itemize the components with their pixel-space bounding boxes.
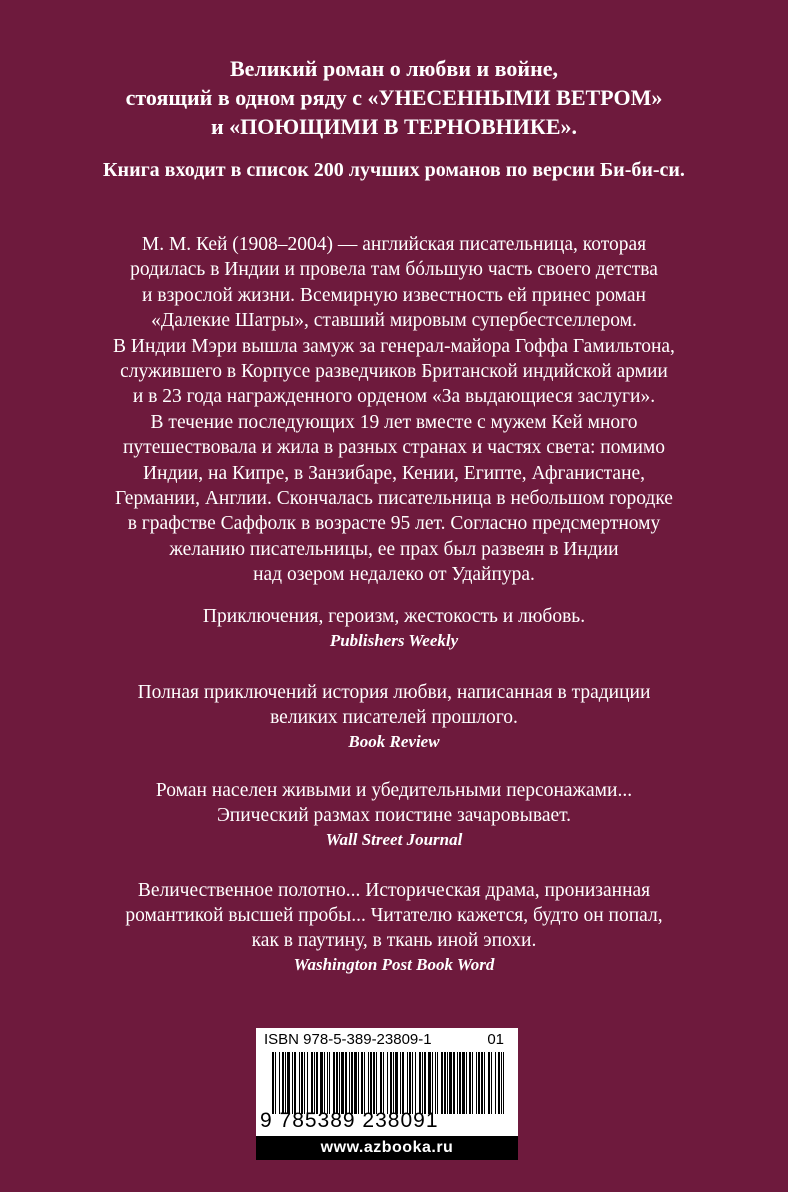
barcode-bar [339, 1052, 340, 1114]
barcode-bar [395, 1052, 398, 1114]
barcode-bar [503, 1052, 504, 1114]
barcode-bar [435, 1052, 436, 1114]
bio-line: служившего в Корпусе разведчиков Британской индийской армии [120, 361, 668, 383]
barcode-bar [409, 1052, 411, 1114]
barcode-bar [481, 1052, 483, 1114]
barcode-bar [412, 1052, 413, 1114]
bio-line: Индии, на Кипре, в Занзибаре, Кении, Египте, Афганистане, [142, 462, 646, 484]
headline-line: Великий роман о любви и войне, [229, 56, 559, 81]
barcode-bar [453, 1052, 455, 1114]
headline-line: и «ПОЮЩИМИ В ТЕРНОВНИКЕ». [210, 114, 578, 139]
bio-line: В течение последующих 19 лет вместе с мужем Кей много [150, 411, 638, 433]
barcode-bar [373, 1052, 375, 1114]
barcode-bar [316, 1052, 318, 1114]
quote-source: Publishers Weekly [329, 631, 459, 650]
barcode-bar [393, 1052, 394, 1114]
barcode-bar [358, 1052, 359, 1114]
headline-line: стоящий в одном ряду с «УНЕСЕННЫМИ ВЕТРОМ» [125, 85, 663, 110]
barcode-bar [275, 1052, 276, 1114]
barcode-bar [457, 1052, 458, 1114]
barcode-bar [383, 1052, 384, 1114]
review-quote [0, 778, 788, 852]
barcode-bar [484, 1052, 485, 1114]
barcode-bar [478, 1052, 480, 1114]
quote-source: Wall Street Journal [325, 830, 463, 849]
bbc-list-note: Книга входит в список 200 лучших романов по версии Би-би-си. [103, 159, 685, 181]
barcode-bar [428, 1052, 431, 1114]
barcode-bar [419, 1052, 421, 1114]
barcode-bar [299, 1052, 300, 1114]
barcode-bar [279, 1052, 280, 1114]
barcode-bar [498, 1052, 500, 1114]
barcode-bars [272, 1052, 504, 1114]
publisher-website: www.azbooka.ru [256, 1136, 518, 1160]
barcode-bar [327, 1052, 328, 1114]
barcode-bar [444, 1052, 446, 1114]
barcode-bar [272, 1052, 274, 1114]
quote-line: Эпический размах поистине зачаровывает. [216, 805, 572, 826]
quote-line: Приключения, героизм, жестокость и любовь. [202, 606, 586, 627]
barcode-bar [441, 1052, 443, 1114]
bio-line: и взрослой жизни. Всемирную известность ей принес роман [142, 284, 646, 306]
barcode-bar [488, 1052, 490, 1114]
barcode-bar [459, 1052, 461, 1114]
barcode-bar [472, 1052, 473, 1114]
barcode-bar [364, 1052, 365, 1114]
barcode-bar [333, 1052, 335, 1114]
barcode-bar [476, 1052, 477, 1114]
barcode-bar [354, 1052, 357, 1114]
review-quote [0, 680, 788, 754]
barcode-bar [469, 1052, 471, 1114]
barcode-bar [495, 1052, 496, 1114]
barcode-bar [380, 1052, 382, 1114]
barcode-bar [311, 1052, 313, 1114]
barcode-digits: 9 785389 238091 [260, 1109, 439, 1132]
bio-line: Германии, Англии. Скончалась писательница в небольшом городке [115, 488, 673, 510]
barcode-bar [329, 1052, 330, 1114]
barcode-bar [294, 1052, 296, 1114]
review-quote [0, 604, 788, 653]
barcode-bar [307, 1052, 308, 1114]
barcode-bar [462, 1052, 465, 1114]
barcode-bar [501, 1052, 502, 1114]
barcode-bar [449, 1052, 452, 1114]
barcode-bar [415, 1052, 416, 1114]
headline [0, 54, 788, 141]
isbn-label: ISBN 978-5-389-23809-1 [264, 1031, 432, 1048]
barcode-bar [324, 1052, 325, 1114]
bio-line: путешествовала и жила в разных странах и частях света: помимо [122, 437, 665, 459]
barcode-bar [376, 1052, 377, 1114]
barcode-bar [466, 1052, 467, 1114]
barcode-bar [301, 1052, 303, 1114]
bio-line: «Далекие Шатры», ставший мировым супербестселлером. [151, 310, 637, 332]
isbn-label-row [264, 1031, 510, 1049]
barcode-bar [390, 1052, 392, 1114]
bio-line: М. М. Кей (1908–2004) — английская писательница, которая [141, 234, 647, 255]
quote-line: романтикой высшей пробы... Читателю кажется, будто он попал, [125, 905, 663, 926]
barcode-bar [437, 1052, 438, 1114]
bio-line: В Индии Мэри вышла замуж за генерал-майора Гоффа Гамильтона, [113, 335, 675, 357]
bio-line: в графстве Саффолк в возрасте 95 лет. Согласно предсмертному [127, 513, 661, 535]
quote-line: как в паутину, в ткань иной эпохи. [251, 930, 537, 951]
barcode-bar [361, 1052, 363, 1114]
barcode-bar [447, 1052, 448, 1114]
barcode-bar [370, 1052, 372, 1114]
barcode-bar [282, 1052, 284, 1114]
quote-line: великих писателей прошлого. [270, 707, 518, 728]
barcode-panel [256, 1028, 518, 1136]
barcode-bar [292, 1052, 293, 1114]
quote-line: Роман населен живыми и убедительными персонажами... [155, 780, 633, 801]
quote-line: Полная приключений история любви, написанная в традиции [137, 682, 651, 703]
bio-line: желанию писательницы, ее прах был развеян в Индии [169, 538, 619, 560]
quote-line: Величественное полотно... Историческая драма, пронизанная [137, 880, 651, 901]
bio-line: и в 23 года награжденного орденом «За выдающиеся заслуги». [132, 386, 656, 408]
isbn-addon: 01 [487, 1031, 504, 1048]
barcode-bar [336, 1052, 338, 1114]
barcode-bar [320, 1052, 323, 1114]
barcode-bar [368, 1052, 369, 1114]
barcode-bar [432, 1052, 433, 1114]
barcode-bar [285, 1052, 286, 1114]
barcode-bar [287, 1052, 290, 1114]
barcode-bar [402, 1052, 404, 1114]
bio-line: родилась в Индии и провела там бóльшую часть своего детства [130, 259, 658, 281]
barcode-bar [304, 1052, 305, 1114]
barcode-bar [407, 1052, 408, 1114]
barcode-bar [351, 1052, 353, 1114]
bio-line: над озером недалеко от Удайпура. [253, 564, 535, 586]
quote-source: Washington Post Book Word [293, 955, 495, 974]
author-bio [0, 232, 788, 588]
quote-source: Book Review [348, 732, 440, 751]
barcode-bar [349, 1052, 350, 1114]
barcode-bar [491, 1052, 492, 1114]
barcode-bar [400, 1052, 401, 1114]
barcode-bar [314, 1052, 315, 1114]
review-quote [0, 878, 788, 977]
barcode-bar [422, 1052, 423, 1114]
barcode-bar [345, 1052, 347, 1114]
barcode-bar [424, 1052, 426, 1114]
barcode-bar [341, 1052, 344, 1114]
barcode-bar [387, 1052, 388, 1114]
